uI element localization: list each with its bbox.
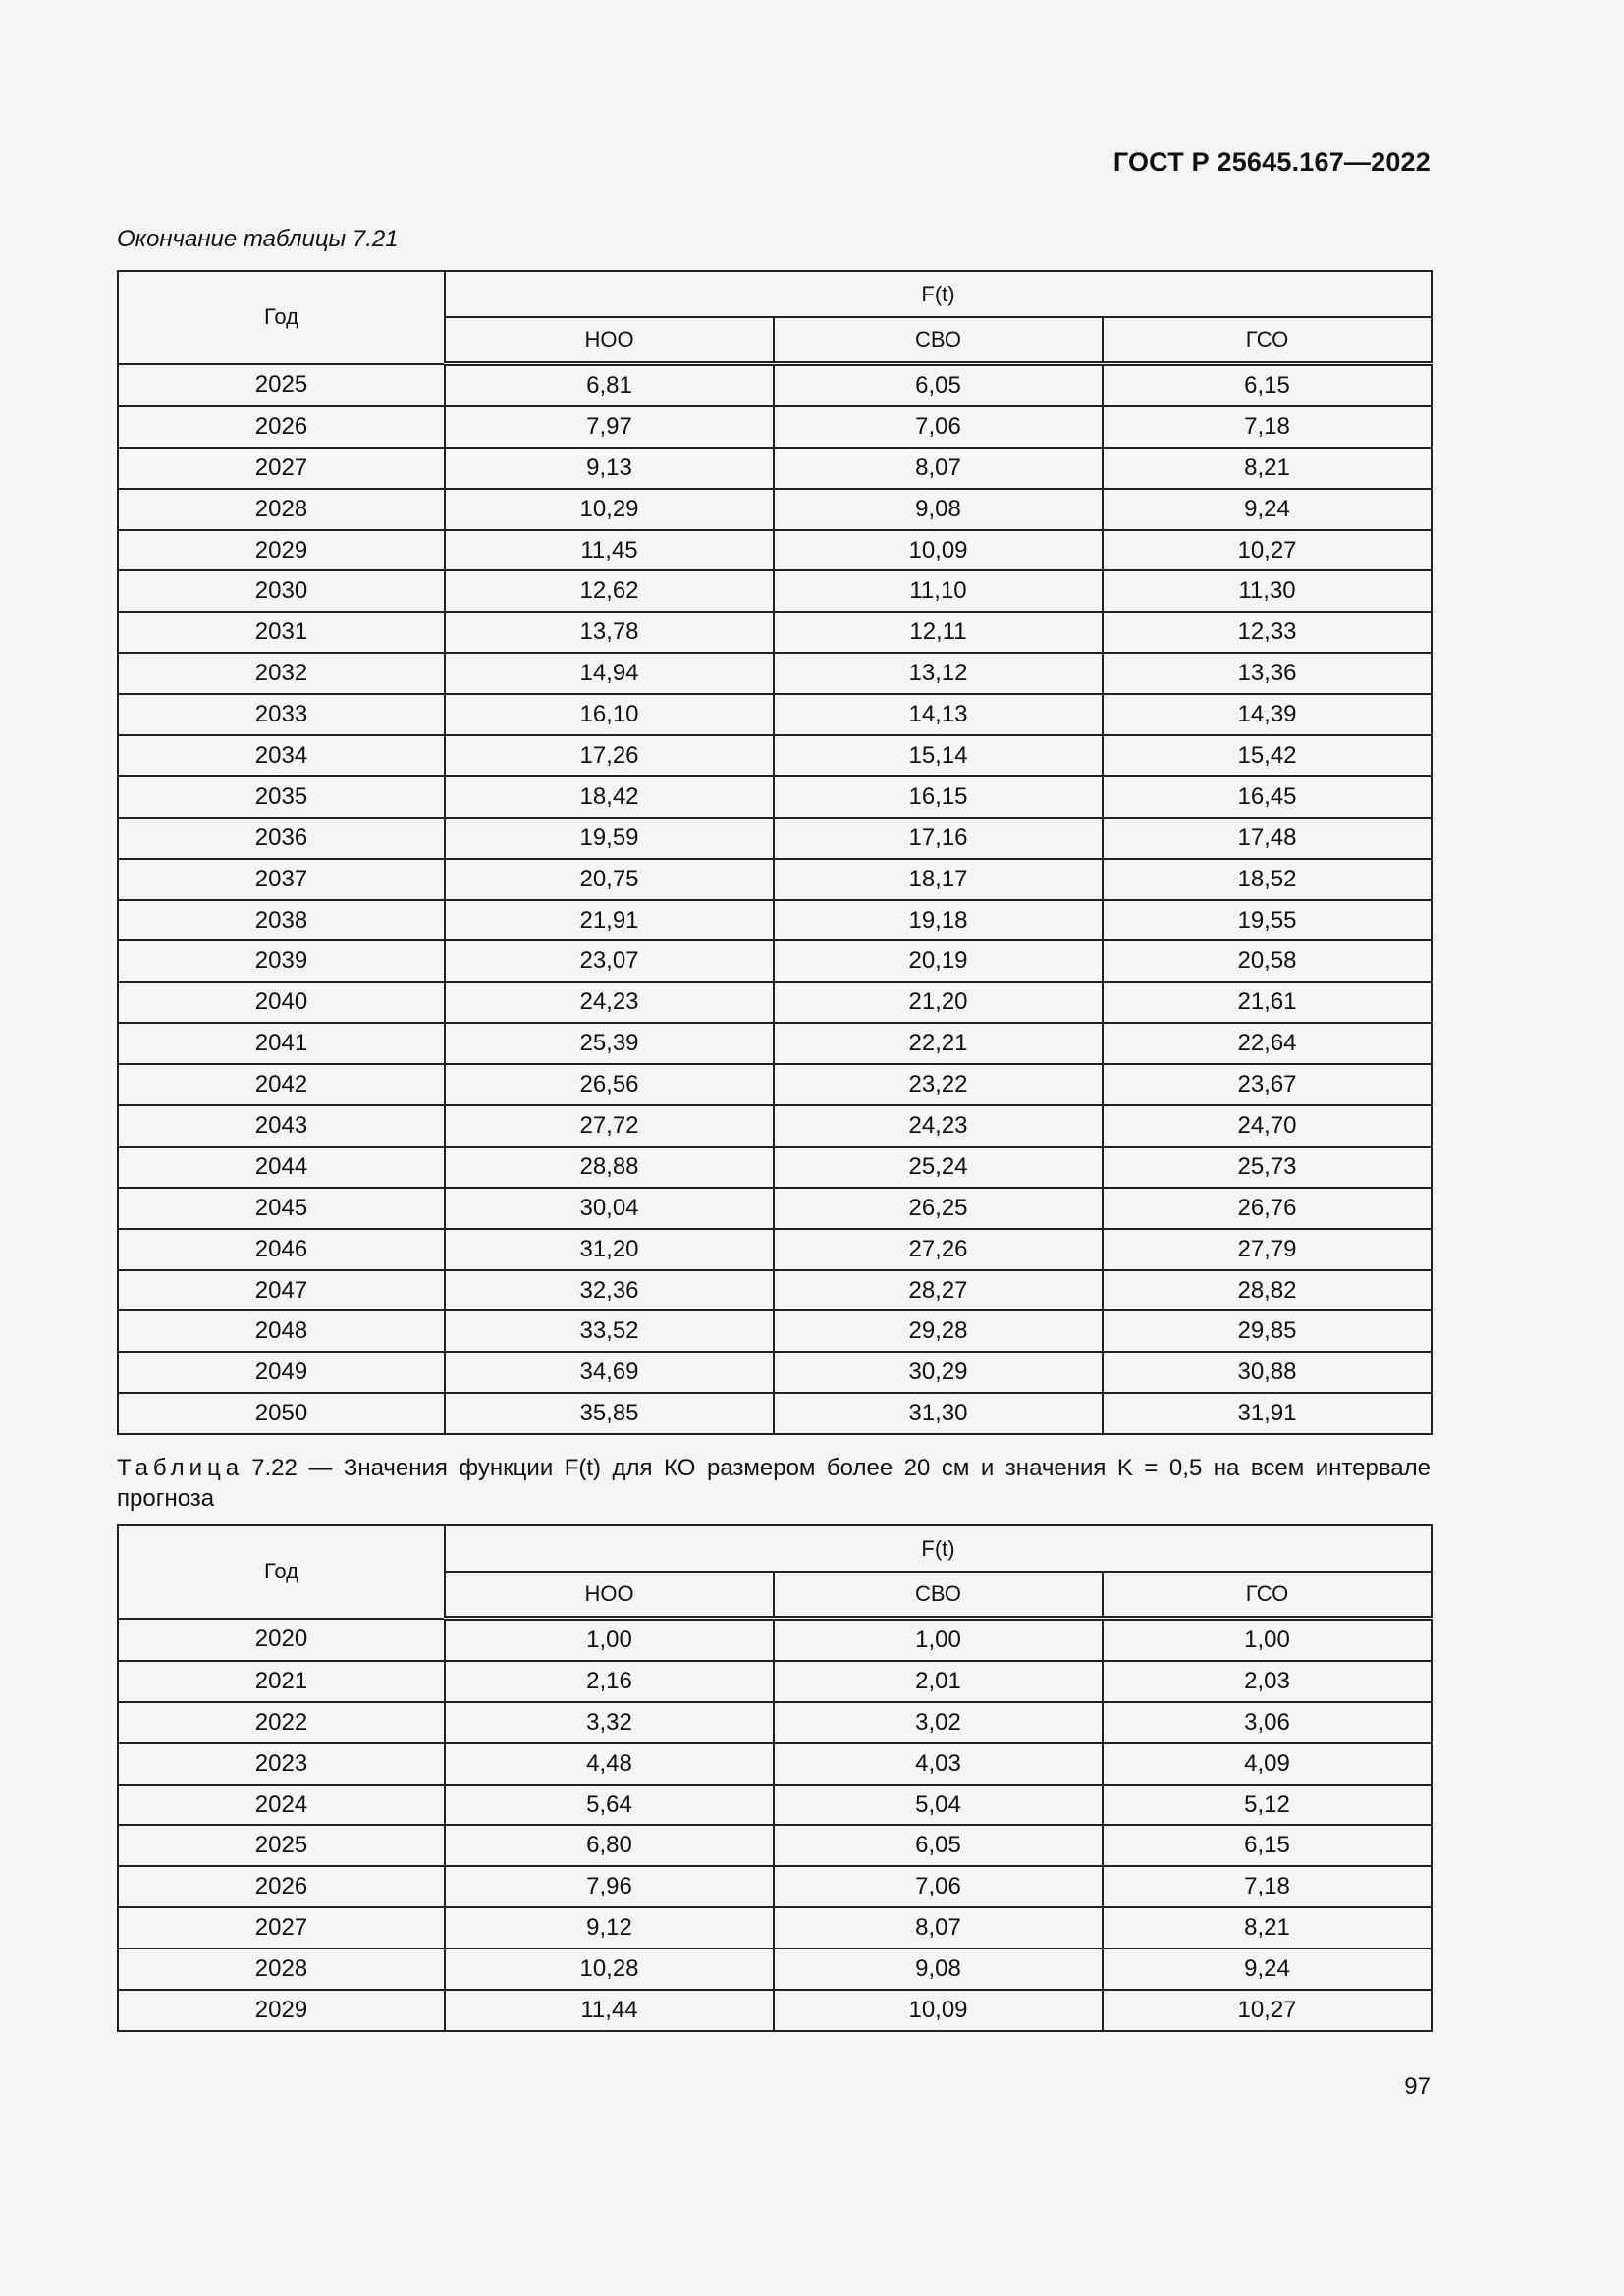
cell-svo: 6,05 [774,1825,1103,1866]
table-row [118,1188,1432,1229]
table-row [118,900,1432,941]
table-row [118,694,1432,735]
cell-noo: 10,28 [445,1949,774,1990]
cell-svo: 3,02 [774,1702,1103,1743]
cell-year: 2047 [118,1270,445,1311]
col-header-year: Год [118,1525,445,1619]
cell-noo: 23,07 [445,940,774,982]
cell-year: 2036 [118,818,445,859]
cell-noo: 33,52 [445,1310,774,1352]
cell-svo: 5,04 [774,1785,1103,1826]
cell-gso: 4,09 [1103,1743,1432,1785]
cell-noo: 1,00 [445,1619,774,1661]
cell-year: 2034 [118,735,445,776]
cell-gso: 13,36 [1103,653,1432,694]
cell-svo: 11,10 [774,570,1103,612]
cell-year: 2030 [118,570,445,612]
cell-noo: 20,75 [445,859,774,900]
cell-noo: 3,32 [445,1702,774,1743]
table-row [118,489,1432,530]
cell-gso: 23,67 [1103,1064,1432,1105]
cell-gso: 17,48 [1103,818,1432,859]
cell-svo: 19,18 [774,900,1103,941]
cell-noo: 14,94 [445,653,774,694]
cell-svo: 14,13 [774,694,1103,735]
cell-year: 2043 [118,1105,445,1147]
cell-year: 2029 [118,1990,445,2031]
table-row [118,1310,1432,1352]
cell-noo: 4,48 [445,1743,774,1785]
cell-noo: 30,04 [445,1188,774,1229]
cell-year: 2021 [118,1661,445,1702]
cell-noo: 6,80 [445,1825,774,1866]
cell-year: 2024 [118,1785,445,1826]
cell-noo: 17,26 [445,735,774,776]
cell-year: 2050 [118,1393,445,1434]
cell-year: 2027 [118,1907,445,1949]
cell-noo: 10,29 [445,489,774,530]
col-header-noo: НОО [445,317,774,364]
cell-noo: 32,36 [445,1270,774,1311]
cell-year: 2026 [118,1866,445,1907]
cell-noo: 19,59 [445,818,774,859]
cell-gso: 29,85 [1103,1310,1432,1352]
cell-noo: 26,56 [445,1064,774,1105]
cell-svo: 15,14 [774,735,1103,776]
table-row [118,1866,1432,1907]
cell-svo: 1,00 [774,1619,1103,1661]
cell-gso: 16,45 [1103,776,1432,818]
cell-year: 2041 [118,1023,445,1064]
col-header-svo: СВО [774,1572,1103,1619]
cell-svo: 8,07 [774,448,1103,489]
cell-noo: 7,97 [445,406,774,448]
cell-gso: 6,15 [1103,1825,1432,1866]
cell-gso: 19,55 [1103,900,1432,941]
cell-noo: 27,72 [445,1105,774,1147]
cell-year: 2039 [118,940,445,982]
table-row [118,1393,1432,1434]
table-row [118,940,1432,982]
cell-gso: 14,39 [1103,694,1432,735]
table-row [118,406,1432,448]
table-row [118,1743,1432,1785]
table-row [118,1023,1432,1064]
cell-svo: 4,03 [774,1743,1103,1785]
table-row [118,1270,1432,1311]
document-code: ГОСТ Р 25645.167—2022 [1112,147,1431,177]
cell-svo: 22,21 [774,1023,1103,1064]
col-header-noo: НОО [445,1572,774,1619]
cell-svo: 16,15 [774,776,1103,818]
col-header-gso: ГСО [1103,1572,1432,1619]
table2 [117,1524,1433,2032]
cell-gso: 15,42 [1103,735,1432,776]
cell-svo: 9,08 [774,489,1103,530]
table-row [118,1990,1432,2031]
cell-svo: 7,06 [774,406,1103,448]
table-row [118,1949,1432,1990]
table1-body [118,364,1432,1435]
cell-gso: 1,00 [1103,1619,1432,1661]
table2-caption [117,1453,1431,1514]
table-row [118,1229,1432,1270]
cell-gso: 27,79 [1103,1229,1432,1270]
cell-svo: 23,22 [774,1064,1103,1105]
cell-noo: 16,10 [445,694,774,735]
cell-gso: 22,64 [1103,1023,1432,1064]
col-header-ft: F(t) [445,1525,1432,1572]
cell-svo: 31,30 [774,1393,1103,1434]
cell-gso: 21,61 [1103,982,1432,1023]
table-row [118,448,1432,489]
table-row [118,530,1432,571]
cell-year: 2022 [118,1702,445,1743]
cell-year: 2027 [118,448,445,489]
cell-noo: 11,44 [445,1990,774,2031]
cell-gso: 10,27 [1103,530,1432,571]
cell-noo: 28,88 [445,1147,774,1188]
cell-noo: 35,85 [445,1393,774,1434]
cell-year: 2035 [118,776,445,818]
cell-svo: 26,25 [774,1188,1103,1229]
cell-svo: 28,27 [774,1270,1103,1311]
table-row [118,1105,1432,1147]
page-number: 97 [1404,2073,1431,2100]
cell-svo: 10,09 [774,1990,1103,2031]
cell-svo: 13,12 [774,653,1103,694]
cell-year: 2029 [118,530,445,571]
cell-gso: 25,73 [1103,1147,1432,1188]
cell-year: 2020 [118,1619,445,1661]
col-header-gso: ГСО [1103,317,1432,364]
cell-year: 2048 [118,1310,445,1352]
cell-year: 2028 [118,489,445,530]
cell-noo: 2,16 [445,1661,774,1702]
cell-year: 2026 [118,406,445,448]
cell-noo: 7,96 [445,1866,774,1907]
cell-year: 2028 [118,1949,445,1990]
cell-svo: 20,19 [774,940,1103,982]
cell-year: 2040 [118,982,445,1023]
cell-svo: 10,09 [774,530,1103,571]
cell-svo: 2,01 [774,1661,1103,1702]
table2-body [118,1619,1432,2031]
table-row [118,776,1432,818]
cell-svo: 8,07 [774,1907,1103,1949]
cell-svo: 7,06 [774,1866,1103,1907]
cell-noo: 25,39 [445,1023,774,1064]
cell-gso: 30,88 [1103,1352,1432,1393]
cell-svo: 24,23 [774,1105,1103,1147]
cell-year: 2045 [118,1188,445,1229]
cell-year: 2042 [118,1064,445,1105]
table-row [118,653,1432,694]
cell-gso: 31,91 [1103,1393,1432,1434]
table-row [118,1147,1432,1188]
cell-gso: 12,33 [1103,612,1432,653]
cell-year: 2025 [118,364,445,406]
table-row [118,1785,1432,1826]
cell-svo: 18,17 [774,859,1103,900]
cell-svo: 25,24 [774,1147,1103,1188]
table-row [118,859,1432,900]
cell-year: 2033 [118,694,445,735]
cell-year: 2044 [118,1147,445,1188]
cell-gso: 11,30 [1103,570,1432,612]
cell-svo: 9,08 [774,1949,1103,1990]
table2-caption-label: Таблица [117,1455,244,1481]
table-row [118,1619,1432,1661]
cell-gso: 18,52 [1103,859,1432,900]
cell-noo: 12,62 [445,570,774,612]
cell-noo: 34,69 [445,1352,774,1393]
cell-year: 2049 [118,1352,445,1393]
table2-caption-text: — Значения функции F(t) для КО размером более 20 см и значения K = 0,5 на всем интервале прогноза [117,1455,1432,1512]
cell-gso: 28,82 [1103,1270,1432,1311]
cell-gso: 7,18 [1103,1866,1432,1907]
cell-gso: 3,06 [1103,1702,1432,1743]
col-header-ft: F(t) [445,271,1432,317]
cell-noo: 9,12 [445,1907,774,1949]
table-row [118,364,1432,406]
cell-svo: 6,05 [774,364,1103,406]
table-row [118,570,1432,612]
table-row [118,1702,1432,1743]
table-row [118,982,1432,1023]
cell-noo: 9,13 [445,448,774,489]
cell-gso: 10,27 [1103,1990,1432,2031]
cell-noo: 18,42 [445,776,774,818]
cell-gso: 8,21 [1103,1907,1432,1949]
cell-gso: 7,18 [1103,406,1432,448]
cell-gso: 9,24 [1103,1949,1432,1990]
cell-year: 2046 [118,1229,445,1270]
table2-caption-number: 7.22 [251,1455,298,1481]
cell-svo: 27,26 [774,1229,1103,1270]
cell-year: 2031 [118,612,445,653]
cell-gso: 20,58 [1103,940,1432,982]
cell-gso: 6,15 [1103,364,1432,406]
table-row [118,1661,1432,1702]
cell-noo: 11,45 [445,530,774,571]
col-header-year: Год [118,271,445,364]
cell-svo: 30,29 [774,1352,1103,1393]
table1 [117,270,1433,1435]
cell-year: 2032 [118,653,445,694]
cell-noo: 13,78 [445,612,774,653]
cell-noo: 5,64 [445,1785,774,1826]
cell-year: 2023 [118,1743,445,1785]
cell-year: 2037 [118,859,445,900]
table-row [118,612,1432,653]
cell-svo: 12,11 [774,612,1103,653]
cell-gso: 9,24 [1103,489,1432,530]
table-row [118,818,1432,859]
cell-gso: 8,21 [1103,448,1432,489]
cell-svo: 17,16 [774,818,1103,859]
table1-caption: Окончание таблицы 7.21 [117,226,399,252]
table-row [118,1064,1432,1105]
cell-svo: 21,20 [774,982,1103,1023]
cell-noo: 21,91 [445,900,774,941]
cell-gso: 5,12 [1103,1785,1432,1826]
table-row [118,1907,1432,1949]
cell-noo: 31,20 [445,1229,774,1270]
cell-gso: 2,03 [1103,1661,1432,1702]
cell-gso: 26,76 [1103,1188,1432,1229]
table-row [118,1352,1432,1393]
cell-noo: 24,23 [445,982,774,1023]
cell-gso: 24,70 [1103,1105,1432,1147]
table-row [118,735,1432,776]
cell-year: 2038 [118,900,445,941]
cell-svo: 29,28 [774,1310,1103,1352]
cell-year: 2025 [118,1825,445,1866]
col-header-svo: СВО [774,317,1103,364]
table-row [118,1825,1432,1866]
cell-noo: 6,81 [445,364,774,406]
